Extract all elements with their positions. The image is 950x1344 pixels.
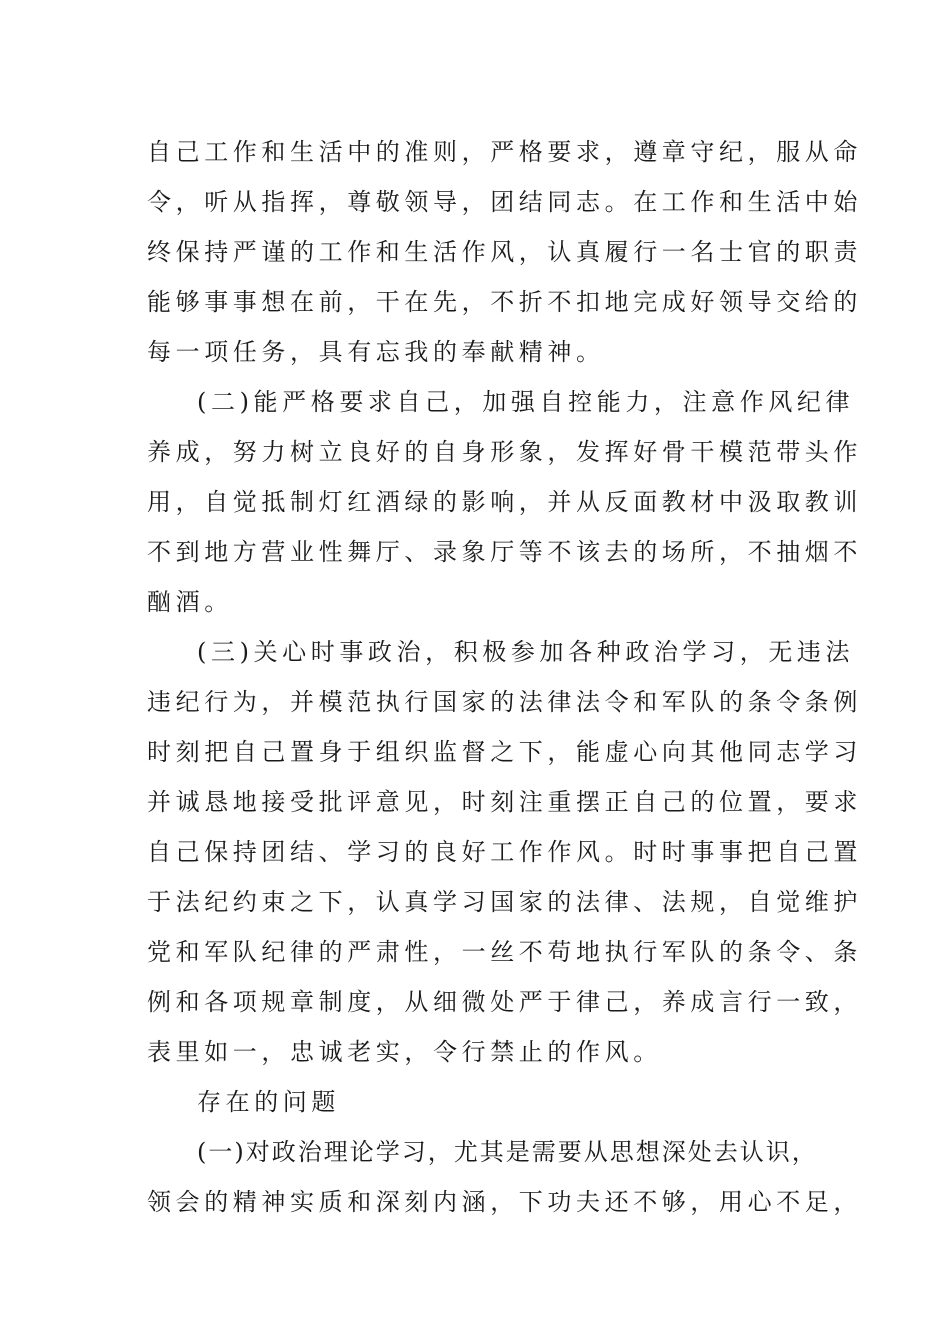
text-line: 并诚恳地接受批评意见，时刻注重摆正自己的位置，要求 xyxy=(147,788,862,816)
text-line: 终保持严谨的工作和生活作风，认真履行一名士官的职责 xyxy=(147,238,862,266)
text-line: 违纪行为，并模范执行国家的法律法令和军队的条令条例 xyxy=(147,688,862,716)
text-line: 不到地方营业性舞厅、录象厅等不该去的场所，不抽烟不 xyxy=(147,538,862,566)
paragraph-start-line: (三)关心时事政治，积极参加各种政治学习，无违法 xyxy=(197,638,855,666)
paragraph-start-line: (一)对政治理论学习，尤其是需要从思想深处去认识， xyxy=(197,1138,818,1166)
text-line: 领会的精神实质和深刻内涵，下功夫还不够，用心不足， xyxy=(147,1188,862,1216)
text-line: 例和各项规章制度，从细微处严于律己，养成言行一致， xyxy=(147,988,862,1016)
text-line: 养成，努力树立良好的自身形象，发挥好骨干模范带头作 xyxy=(147,438,862,466)
text-line: 令，听从指挥，尊敬领导，团结同志。在工作和生活中始 xyxy=(147,188,862,216)
section-heading: 存在的问题 xyxy=(197,1088,340,1116)
text-line: 党和军队纪律的严肃性，一丝不苟地执行军队的条令、条 xyxy=(147,938,862,966)
text-line: 时刻把自己置身于组织监督之下，能虚心向其他同志学习 xyxy=(147,738,862,766)
text-line: 自己工作和生活中的准则，严格要求，遵章守纪，服从命 xyxy=(147,138,862,166)
text-line: 于法纪约束之下，认真学习国家的法律、法规，自觉维护 xyxy=(147,888,862,916)
text-line: 自己保持团结、学习的良好工作作风。时时事事把自己置 xyxy=(147,838,862,866)
text-line: 酗酒。 xyxy=(147,588,233,616)
text-line: 每一项任务，具有忘我的奉献精神。 xyxy=(147,338,605,366)
text-line: 能够事事想在前，干在先，不折不扣地完成好领导交给的 xyxy=(147,288,862,316)
text-line: 表里如一，忠诚老实，令行禁止的作风。 xyxy=(147,1038,662,1066)
paragraph-start-line: (二)能严格要求自己，加强自控能力，注意作风纪律 xyxy=(197,388,855,416)
text-line: 用，自觉抵制灯红酒绿的影响，并从反面教材中汲取教训 xyxy=(147,488,862,516)
